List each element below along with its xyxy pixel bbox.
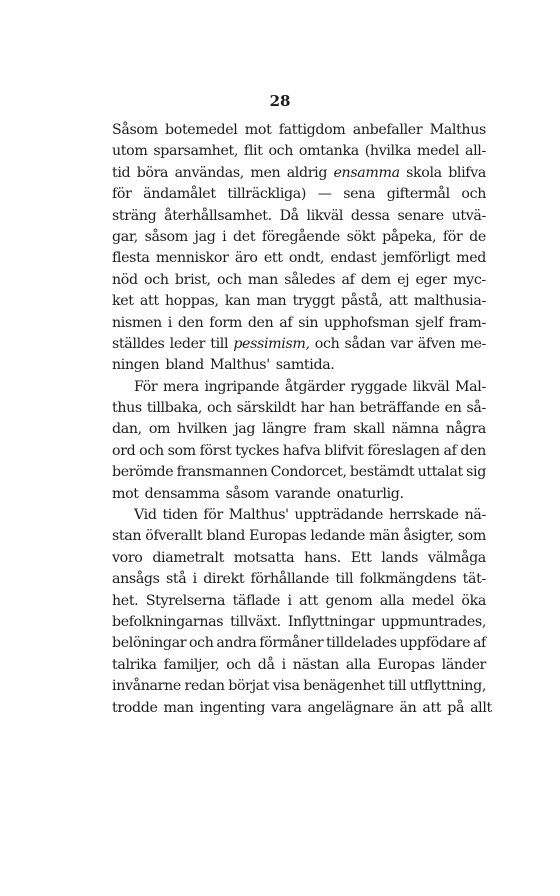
- text-line: ansågs stå i direkt förhållande till folkmängdens tät-: [112, 571, 486, 588]
- text-line: voro diametralt motsatta hans. Ett lands välmåga: [112, 549, 486, 566]
- text-line: nöd och brist, och man således af dem ej eger myc-: [112, 271, 486, 288]
- text-line: nismen i den form den af sin upphofsman sjelf fram-: [112, 314, 486, 331]
- text-line: Vid tiden för Malthus' uppträdande herrskade nä-: [134, 507, 486, 524]
- text-line: berömde fransmannen Condorcet, bestämdt uttalat sig: [112, 464, 486, 481]
- text-line: trodde man ingenting vara angelägnare än att på allt: [112, 699, 492, 716]
- text-line: mot densamma såsom varande onaturlig.: [112, 485, 404, 502]
- text-line: stan öfverallt bland Europas ledande män åsigter, som: [112, 528, 486, 545]
- text-line: belöningar och andra förmåner tilldelades uppfödare af: [112, 635, 486, 652]
- text-line: invånarne redan börjat visa benägenhet till utflyttning,: [112, 678, 486, 695]
- text-line: ningen bland Malthus' samtida.: [112, 357, 335, 374]
- text-line: Såsom botemedel mot fattigdom anbefaller Malthus: [112, 122, 486, 138]
- body-text: [112, 120, 492, 719]
- text-line: gar, såsom jag i det föregående sökt påpeka, för de: [112, 228, 486, 245]
- text-line: sträng återhållsamhet. Då likväl dessa senare utvä-: [112, 207, 486, 224]
- text-line: för ändamålet tillräckliga) — sena giftermål och: [112, 186, 486, 203]
- page-number: 28: [269, 92, 291, 110]
- text-line: het. Styrelserna täflade i att genom alla medel öka: [112, 592, 486, 609]
- text-line: flesta menniskor äro ett ondt, endast jemförligt med: [112, 250, 486, 267]
- text-line: ställdes leder till pessimism, och sådan var äfven me-: [112, 335, 486, 352]
- text-line: För mera ingripande åtgärder ryggade likväl Mal-: [134, 378, 486, 395]
- text-line: dan, om hvilken jag längre fram skall nämna några: [112, 421, 486, 438]
- text-line: ket att hoppas, kan man tryggt påstå, att malthusia-: [112, 293, 486, 310]
- text-line: talrika familjer, och då i nästan alla Europas länder: [112, 656, 486, 673]
- text-line: thus tillbaka, och särskildt har han beträffande en så-: [112, 400, 486, 417]
- text-line: utom sparsamhet, flit och omtanka (hvilka medel all-: [112, 143, 486, 160]
- text-line: ord och som först tyckes hafva blifvit föreslagen af den: [112, 442, 486, 459]
- text-line: befolkningarnas tillväxt. Inflyttningar uppmuntrades,: [112, 613, 486, 630]
- text-line: tid böra användas, men aldrig ensamma skola blifva: [112, 164, 486, 181]
